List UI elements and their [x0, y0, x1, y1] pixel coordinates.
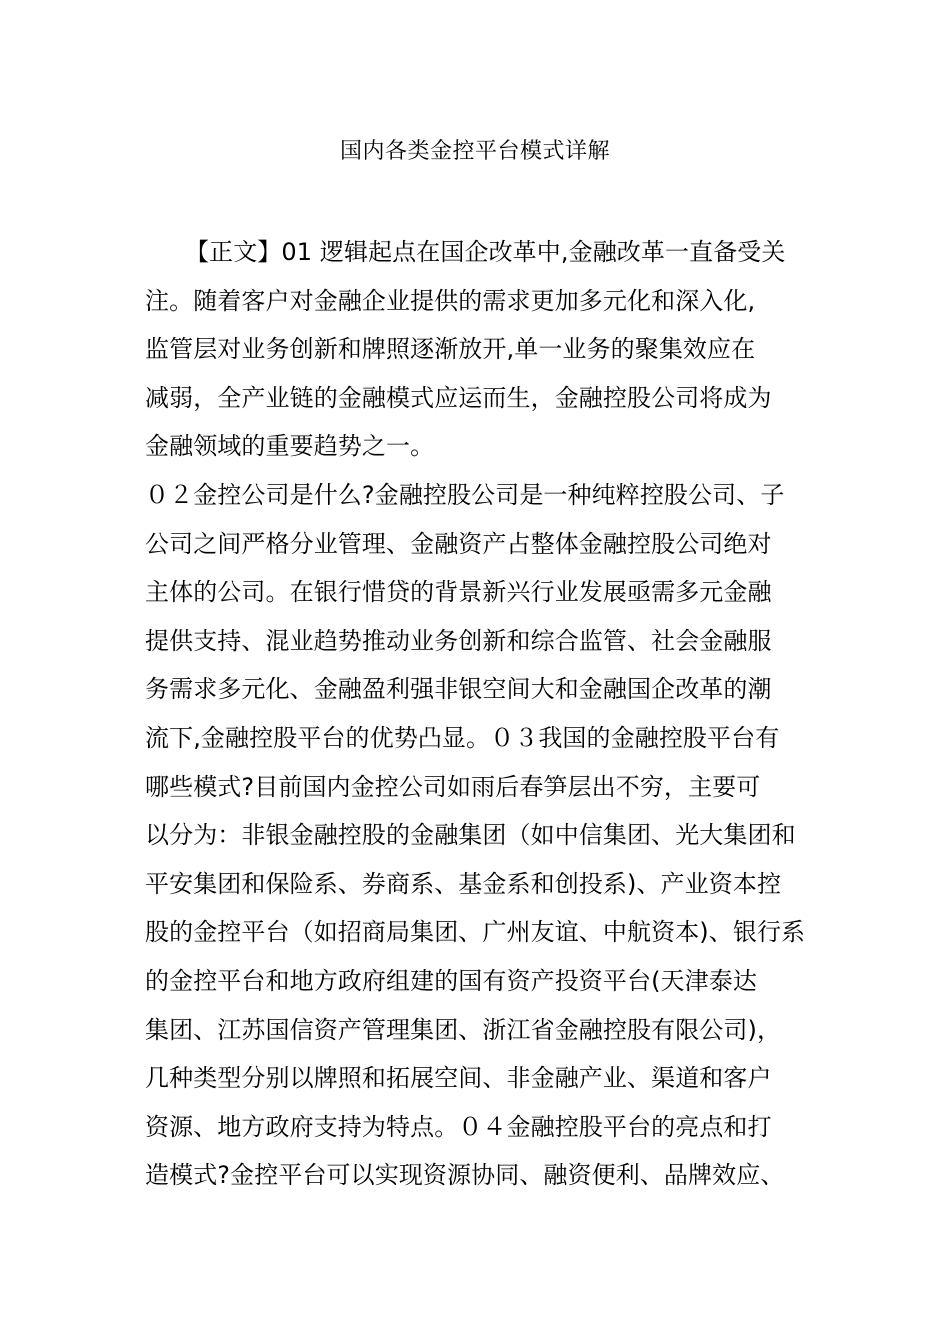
paragraph-line: 公司之间严格分业管理、金融资产占整体金融控股公司绝对	[145, 529, 772, 558]
paragraph-line: 监管层对业务创新和牌照逐渐放开,单一业务的聚集效应在	[145, 335, 756, 364]
paragraph-line: 造模式?金控平台可以实现资源协同、融资便利、品牌效应、	[145, 1161, 785, 1190]
paragraph-line: 提供支持、混业趋势推动业务创新和综合监管、社会金融服	[145, 626, 772, 655]
paragraph-line: 流下,金融控股平台的优势凸显。０３我国的金融控股平台有	[145, 723, 780, 752]
paragraph-line: 【正文】01 逻辑起点在国企改革中,金融改革一直备受关	[185, 238, 786, 266]
document-body	[145, 228, 815, 1200]
paragraph-line: 金融领域的重要趋势之一。	[145, 432, 435, 461]
paragraph-line: 平安集团和保险系、券商系、基金系和创投系)、产业资本控	[145, 869, 782, 898]
paragraph-line: 减弱，全产业链的金融模式应运而生，金融控股公司将成为	[145, 383, 772, 412]
paragraph-line: 以分为：非银金融控股的金融集团（如中信集团、光大集团和	[145, 821, 796, 850]
paragraph-line: ０２金控公司是什么?金融控股公司是一种纯粹控股公司、子	[145, 480, 785, 509]
paragraph-line: 注。随着客户对金融企业提供的需求更加多元化和深入化,	[145, 286, 756, 315]
document-title: 国内各类金控平台模式详解	[339, 139, 610, 164]
paragraph-line: 主体的公司。在银行惜贷的背景新兴行业发展亟需多元金融	[145, 578, 772, 607]
paragraph-line: 股的金控平台（如招商局集团、广州友谊、中航资本)、银行系	[145, 918, 806, 947]
paragraph-line: 的金控平台和地方政府组建的国有资产投资平台(天津泰达	[145, 966, 757, 995]
paragraph-line: 集团、江苏国信资产管理集团、浙江省金融控股有限公司)，	[145, 1015, 782, 1044]
paragraph-line: 哪些模式?目前国内金控公司如雨后春笋层出不穷，主要可	[145, 772, 761, 801]
paragraph-line: 几种类型分别以牌照和拓展空间、非金融产业、渠道和客户	[145, 1064, 772, 1093]
paragraph-line: 资源、地方政府支持为特点。０４金融控股平台的亮点和打	[145, 1112, 772, 1141]
paragraph-line: 务需求多元化、金融盈利强非银空间大和金融国企改革的潮	[145, 675, 772, 704]
